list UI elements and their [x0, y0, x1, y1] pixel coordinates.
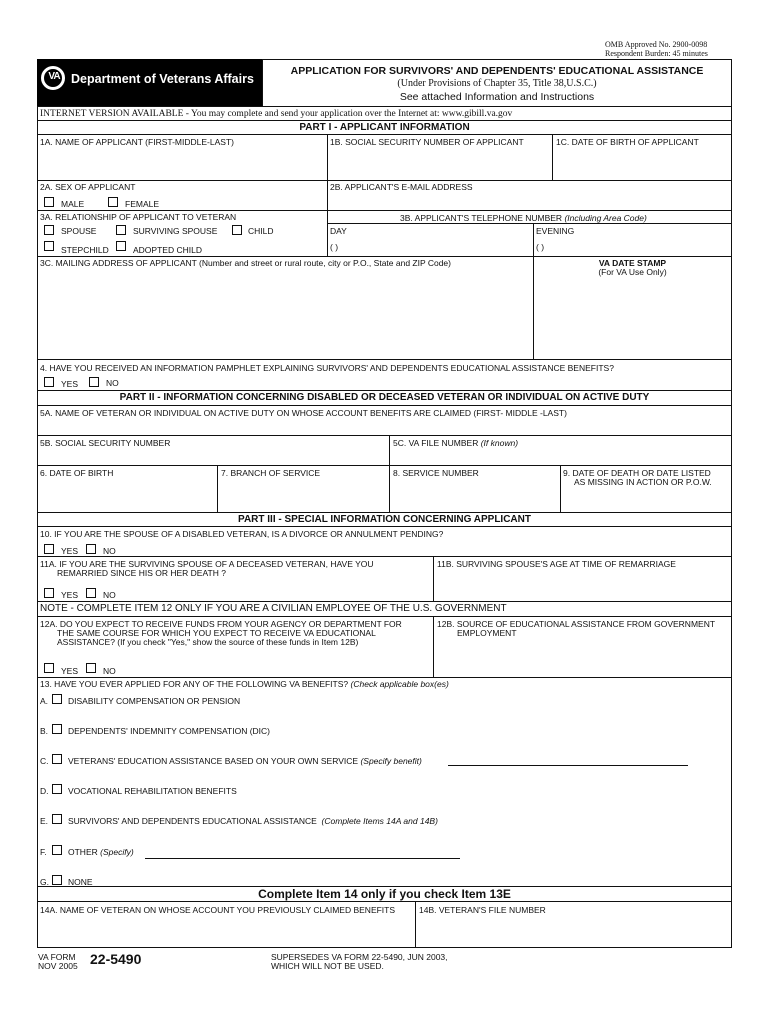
- field-9-label-line2: AS MISSING IN ACTION OR P.O.W.: [574, 477, 712, 487]
- form-instructions: See attached Information and Instructions: [399, 91, 595, 103]
- option-f-letter: F.: [40, 847, 47, 857]
- footer-form-number: 22-5490: [90, 951, 142, 967]
- option-c-specify-line[interactable]: [448, 765, 688, 766]
- applicant-email-input[interactable]: [328, 193, 731, 209]
- field-5a-label: 5A. NAME OF VETERAN OR INDIVIDUAL ON ACTIVE DUTY ON WHOSE ACCOUNT BENEFITS ARE CLAIMED (FIRST- MIDDLE -LAST): [40, 408, 567, 418]
- divorce-no-checkbox[interactable]: [86, 544, 96, 554]
- remarried-yes-label: YES: [61, 590, 79, 600]
- option-e-text: SURVIVORS' AND DEPENDENTS EDUCATIONAL ASSISTANCE: [68, 816, 317, 826]
- field-12b-label-line2: EMPLOYMENT: [457, 628, 517, 638]
- option-c-letter: C.: [40, 756, 49, 766]
- field-3b-note: (Including Area Code): [564, 213, 647, 223]
- field-1b-label: 1B. SOCIAL SECURITY NUMBER OF APPLICANT: [330, 137, 524, 147]
- remarried-no-checkbox[interactable]: [86, 588, 96, 598]
- footer-supersedes-line2: WHICH WILL NOT BE USED.: [271, 961, 384, 971]
- internet-notice: INTERNET VERSION AVAILABLE - You may complete and send your application over the Internet at: www.gibill.va.gov: [40, 109, 513, 119]
- divorce-no-label: NO: [103, 546, 116, 556]
- field-7-label: 7. BRANCH OF SERVICE: [221, 468, 321, 478]
- evening-phone-input[interactable]: [534, 235, 731, 255]
- option-a-checkbox[interactable]: [52, 694, 62, 704]
- form-title: APPLICATION FOR SURVIVORS' AND DEPENDENTS' EDUCATIONAL ASSISTANCE: [290, 65, 704, 77]
- option-e-note: (Complete Items 14A and 14B): [321, 816, 438, 826]
- pamphlet-no-checkbox[interactable]: [89, 377, 99, 387]
- footer-form-label: VA FORM: [38, 952, 76, 962]
- funds-yes-checkbox[interactable]: [44, 663, 54, 673]
- name-of-applicant-input[interactable]: [38, 148, 326, 179]
- remarriage-age-input[interactable]: [434, 570, 731, 600]
- field-13-label: [40, 679, 449, 689]
- field-11a-label-line2: REMARRIED SINCE HIS OR HER DEATH ?: [57, 568, 226, 578]
- option-c-checkbox[interactable]: [52, 754, 62, 764]
- male-checkbox[interactable]: [44, 197, 54, 207]
- spouse-checkbox[interactable]: [44, 225, 54, 235]
- pamphlet-yes-checkbox[interactable]: [44, 377, 54, 387]
- option-e-label: [68, 816, 438, 826]
- option-a-label: DISABILITY COMPENSATION OR PENSION: [68, 696, 241, 706]
- veteran-name-input[interactable]: [38, 419, 731, 434]
- pamphlet-no-label: NO: [106, 378, 119, 388]
- veteran-ssn-input[interactable]: [38, 449, 388, 464]
- assistance-source-input[interactable]: [434, 640, 731, 676]
- female-label: FEMALE: [125, 199, 160, 209]
- field-13-note: (Check applicable box(es): [350, 679, 449, 689]
- va-file-number-input[interactable]: [390, 449, 731, 464]
- va-date-stamp-note: (For VA Use Only): [598, 267, 667, 277]
- field-1c-label: 1C. DATE OF BIRTH OF APPLICANT: [556, 137, 699, 147]
- option-b-letter: B.: [40, 726, 49, 736]
- option-f-text: OTHER: [68, 847, 98, 857]
- field-2a-label: 2A. SEX OF APPLICANT: [40, 182, 136, 192]
- stepchild-checkbox[interactable]: [44, 241, 54, 251]
- option-f-checkbox[interactable]: [52, 845, 62, 855]
- applicant-dob-input[interactable]: [553, 148, 731, 179]
- respondent-burden: Respondent Burden: 45 minutes: [605, 49, 708, 58]
- child-checkbox[interactable]: [232, 225, 242, 235]
- field-14b-label: 14B. VETERAN'S FILE NUMBER: [419, 905, 546, 915]
- complete-item-14-heading: Complete Item 14 only if you check Item 13E: [258, 887, 511, 901]
- previous-veteran-name-input[interactable]: [38, 916, 414, 947]
- omb-approval: OMB Approved No. 2900-0098: [605, 40, 708, 49]
- field-11b-label: 11B. SURVIVING SPOUSE'S AGE AT TIME OF REMARRIAGE: [437, 559, 676, 569]
- divorce-yes-label: YES: [61, 546, 79, 556]
- option-f-note: (Specify): [100, 847, 134, 857]
- funds-yes-label: YES: [61, 666, 79, 676]
- option-c-note: (Specify benefit): [360, 756, 422, 766]
- form-provisions: (Under Provisions of Chapter 35, Title 38,U.S.C.): [397, 78, 597, 89]
- day-phone-input[interactable]: [328, 235, 532, 255]
- option-d-label: VOCATIONAL REHABILITATION BENEFITS: [68, 786, 237, 796]
- pamphlet-yes-label: YES: [61, 379, 79, 389]
- field-8-label: 8. SERVICE NUMBER: [393, 468, 479, 478]
- option-e-checkbox[interactable]: [52, 814, 62, 824]
- footer-supersedes-line1: SUPERSEDES VA FORM 22-5490, JUN 2003,: [271, 952, 448, 962]
- date-of-death-input[interactable]: [561, 489, 731, 511]
- stepchild-label: STEPCHILD: [61, 245, 109, 255]
- option-c-text: VETERANS' EDUCATION ASSISTANCE BASED ON YOUR OWN SERVICE: [68, 756, 359, 766]
- field-5c-label: [393, 438, 518, 448]
- option-c-label: [68, 756, 422, 766]
- field-3b-label: [400, 213, 647, 223]
- field-12a-label-line3: ASSISTANCE? (If you check "Yes," show the source of these funds in Item 12B): [57, 637, 359, 647]
- option-d-checkbox[interactable]: [52, 784, 62, 794]
- civilian-employee-note: NOTE - COMPLETE ITEM 12 ONLY IF YOU ARE A CIVILIAN EMPLOYEE OF THE U.S. GOVERNMENT: [40, 603, 507, 614]
- field-12a-label-line2: THE SAME COURSE FOR WHICH YOU EXPECT TO RECEIVE VA EDUCATIONAL: [57, 628, 376, 638]
- part1-title: PART I - APPLICANT INFORMATION: [299, 122, 470, 133]
- surviving-spouse-label: SURVIVING SPOUSE: [133, 226, 218, 236]
- option-g-letter: G.: [40, 877, 49, 887]
- option-g-label: NONE: [68, 877, 93, 887]
- va-date-stamp-title: VA DATE STAMP: [598, 258, 667, 268]
- applicant-ssn-input[interactable]: [328, 148, 551, 179]
- option-a-letter: A.: [40, 696, 49, 706]
- adopted-child-label: ADOPTED CHILD: [133, 245, 202, 255]
- option-f-label: [68, 847, 134, 857]
- male-label: MALE: [61, 199, 85, 209]
- branch-of-service-input[interactable]: [218, 479, 388, 511]
- field-5c-text: 5C. VA FILE NUMBER: [393, 438, 479, 448]
- surviving-spouse-checkbox[interactable]: [116, 225, 126, 235]
- funds-no-label: NO: [103, 666, 116, 676]
- veteran-file-number-input[interactable]: [416, 916, 731, 947]
- remarried-no-label: NO: [103, 590, 116, 600]
- field-5c-note: (If known): [480, 438, 519, 448]
- spouse-label: SPOUSE: [61, 226, 97, 236]
- field-3c-label: 3C. MAILING ADDRESS OF APPLICANT (Number and street or rural route, city or P.O., State and ZIP Code): [40, 258, 451, 268]
- field-4-label: 4. HAVE YOU RECEIVED AN INFORMATION PAMPHLET EXPLAINING SURVIVORS' AND DEPENDENTS EDUCATIONAL ASSISTANCE BENEFITS?: [40, 363, 614, 373]
- option-f-specify-line[interactable]: [145, 858, 460, 859]
- field-12a-label-line1: 12A. DO YOU EXPECT TO RECEIVE FUNDS FROM YOUR AGENCY OR DEPARTMENT FOR: [40, 619, 402, 629]
- field-13-text: 13. HAVE YOU EVER APPLIED FOR ANY OF THE FOLLOWING VA BENEFITS?: [40, 679, 349, 689]
- field-1a-label: 1A. NAME OF APPLICANT (FIRST-MIDDLE-LAST): [40, 137, 234, 147]
- field-10-label: 10. IF YOU ARE THE SPOUSE OF A DISABLED VETERAN, IS A DIVORCE OR ANNULMENT PENDING?: [40, 529, 444, 539]
- day-phone-label: DAY: [330, 226, 347, 236]
- field-2b-label: 2B. APPLICANT'S E-MAIL ADDRESS: [330, 182, 473, 192]
- option-g-checkbox[interactable]: [52, 875, 62, 885]
- funds-no-checkbox[interactable]: [86, 663, 96, 673]
- evening-phone-paren: ( ): [536, 242, 545, 252]
- field-12b-label-line1: 12B. SOURCE OF EDUCATIONAL ASSISTANCE FROM GOVERNMENT: [437, 619, 716, 629]
- adopted-child-checkbox[interactable]: [116, 241, 126, 251]
- field-6-label: 6. DATE OF BIRTH: [40, 468, 114, 478]
- part3-title: PART III - SPECIAL INFORMATION CONCERNING APPLICANT: [238, 514, 531, 525]
- option-e-letter: E.: [40, 816, 49, 826]
- female-checkbox[interactable]: [108, 197, 118, 207]
- day-phone-paren: ( ): [330, 242, 339, 252]
- va-logo-text: VA: [48, 71, 60, 82]
- veteran-dob-input[interactable]: [38, 479, 216, 511]
- agency-banner: [37, 59, 262, 106]
- field-11a-label-line1: 11A. IF YOU ARE THE SURVIVING SPOUSE OF A DECEASED VETERAN, HAVE YOU: [40, 559, 374, 569]
- child-label: CHILD: [248, 226, 274, 236]
- option-b-label: DEPENDENTS' INDEMNITY COMPENSATION (DIC): [68, 726, 271, 736]
- field-14a-label: 14A. NAME OF VETERAN ON WHOSE ACCOUNT YOU PREVIOUSLY CLAIMED BENEFITS: [40, 905, 396, 915]
- field-3b-text: 3B. APPLICANT'S TELEPHONE NUMBER: [400, 213, 563, 223]
- remarried-yes-checkbox[interactable]: [44, 588, 54, 598]
- service-number-input[interactable]: [390, 479, 559, 511]
- mailing-address-input[interactable]: [38, 270, 532, 358]
- field-5b-label: 5B. SOCIAL SECURITY NUMBER: [40, 438, 171, 448]
- evening-phone-label: EVENING: [536, 226, 575, 236]
- part2-title: PART II - INFORMATION CONCERNING DISABLED OR DECEASED VETERAN OR INDIVIDUAL ON ACTIVE DUTY: [119, 392, 650, 403]
- agency-name: Department of Veterans Affairs: [71, 72, 254, 86]
- divorce-yes-checkbox[interactable]: [44, 544, 54, 554]
- option-b-checkbox[interactable]: [52, 724, 62, 734]
- field-9-label-line1: 9. DATE OF DEATH OR DATE LISTED: [563, 468, 711, 478]
- field-3a-label: 3A. RELATIONSHIP OF APPLICANT TO VETERAN: [40, 212, 237, 222]
- option-d-letter: D.: [40, 786, 49, 796]
- footer-form-date: NOV 2005: [38, 961, 78, 971]
